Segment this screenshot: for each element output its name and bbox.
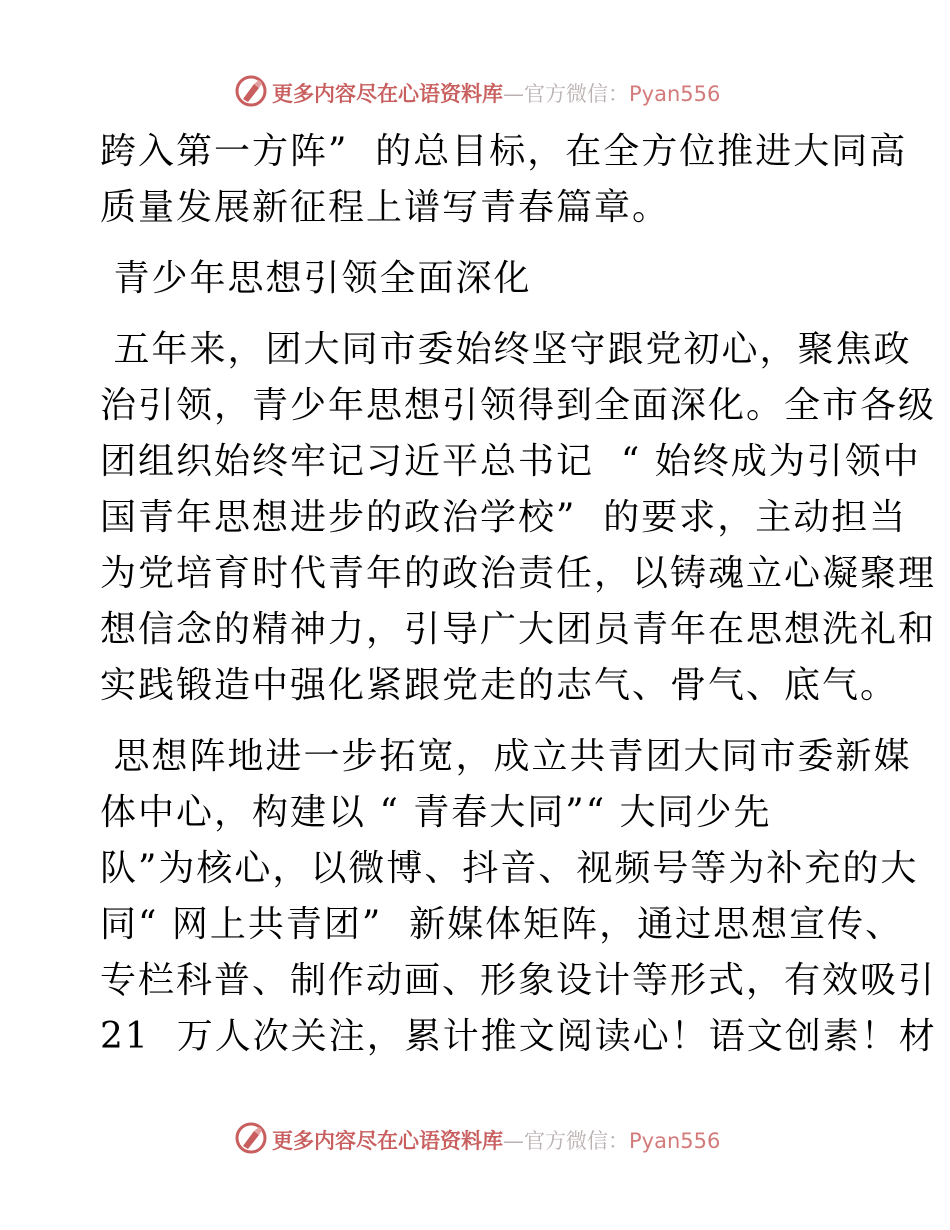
text-line: 国青年思想进步的政治学校” 的要求，主动担当 bbox=[100, 497, 908, 538]
watermark-footer bbox=[0, 1119, 950, 1159]
text-line: 21 万人次关注，累计推文阅读心！语文创素！材 bbox=[100, 1016, 937, 1057]
watermark-official-label: 官方微信： bbox=[524, 1129, 629, 1153]
watermark-official-label: 官方微信： bbox=[524, 82, 629, 106]
text-line: 实践锻造中强化紧跟党走的志气、骨气、底气。 bbox=[100, 665, 899, 706]
fountain-pen-logo-icon bbox=[234, 74, 268, 108]
watermark-text bbox=[272, 78, 720, 108]
watermark-wechat-id: Pyan556 bbox=[629, 82, 721, 106]
text-line: 体中心，构建以 “ 青春大同”“ 大同少先 bbox=[100, 792, 772, 833]
text-line: 同“ 网上共青团” 新媒体矩阵，通过思想宣传、 bbox=[100, 904, 904, 945]
text-line: 思想阵地进一步拓宽，成立共青团大同市委新媒 bbox=[100, 736, 912, 777]
text-line: 专栏科普、制作动画、形象设计等形式，有效吸引 bbox=[100, 960, 937, 1001]
text-line: 跨入第一方阵” 的总目标，在全方位推进大同高 bbox=[100, 131, 908, 172]
watermark-wechat-id: Pyan556 bbox=[629, 1129, 721, 1153]
watermark-separator: — bbox=[503, 1129, 524, 1153]
text-line: 想信念的精神力，引导广大团员青年在思想洗礼和 bbox=[100, 609, 937, 650]
watermark-header bbox=[0, 72, 950, 112]
watermark-text bbox=[272, 1125, 720, 1155]
text-line: 质量发展新征程上谱写青春篇章。 bbox=[100, 187, 671, 228]
watermark-brand: 更多内容尽在心语资料库 bbox=[272, 82, 503, 106]
section-heading: 青少年思想引领全面深化 bbox=[100, 258, 532, 299]
text-line: 五年来，团大同市委始终坚守跟党初心，聚焦政 bbox=[100, 329, 912, 370]
watermark-separator: — bbox=[503, 82, 524, 106]
watermark-brand: 更多内容尽在心语资料库 bbox=[272, 1129, 503, 1153]
text-line: 队”为核心，以微博、抖音、视频号等为补充的大 bbox=[100, 848, 919, 889]
fountain-pen-logo-icon bbox=[234, 1121, 268, 1155]
text-line: 团组织始终牢记习近平总书记 “ 始终成为引领中 bbox=[100, 441, 921, 482]
text-line: 为党培育时代青年的政治责任，以铸魂立心凝聚理 bbox=[100, 553, 937, 594]
text-line: 治引领，青少年思想引领得到全面深化。全市各级 bbox=[100, 385, 937, 426]
